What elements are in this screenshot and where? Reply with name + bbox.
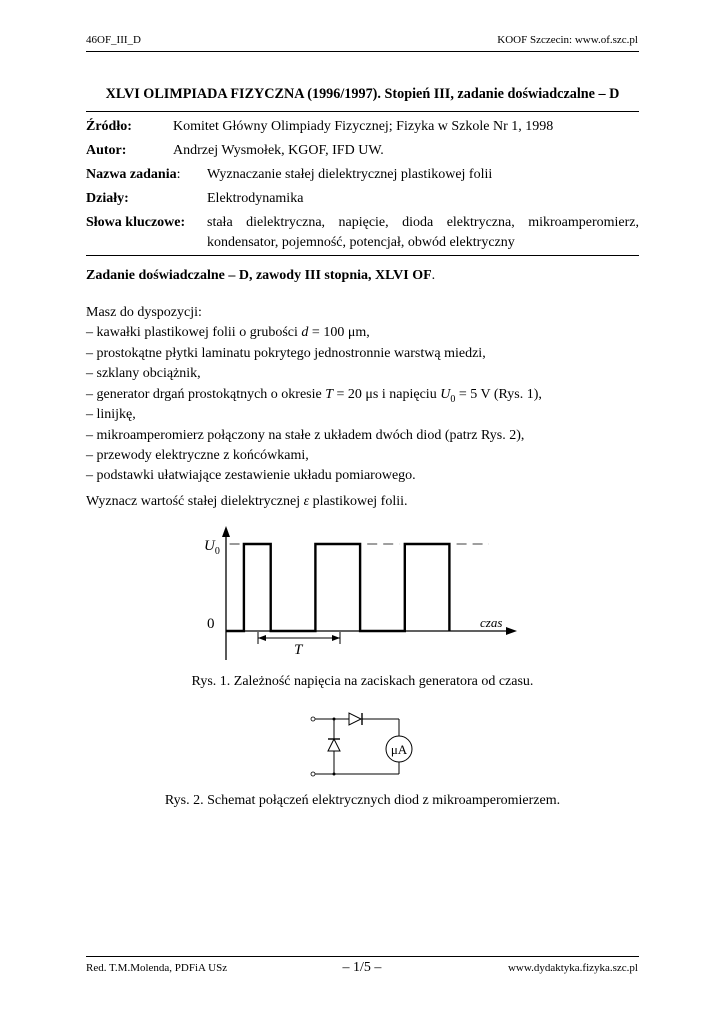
meta-keywords-value: stała dielektryczna, napięcie, dioda elektryczna, mikroamperomierz, kondensator, pojemność, potencjał, obwód elektryczny [207,215,639,250]
square-wave-chart [190,525,530,665]
title-rule [86,111,639,112]
list-item: – mikroamperomierz połączony na stałe z układem dwóch diod (patrz Rys. 2), [86,428,525,443]
terminal-bottom [311,772,315,776]
meta-keywords-label: Słowa kluczowe: [86,215,186,230]
meta-source-value: Komitet Główny Olimpiady Fizycznej; Fizyka w Szkole Nr 1, 1998 [173,119,554,134]
meta-task-name-label: Nazwa zadania: [86,167,181,182]
header-rule [86,51,639,52]
meta-sections-value: Elektrodynamika [207,191,304,206]
diode-circuit-diagram [305,705,420,785]
figure1-caption: Rys. 1. Zależność napięcia na zaciskach generatora od czasu. [191,674,534,689]
task-intro: Masz do dyspozycji: [86,305,202,320]
list-item: – kawałki plastikowej folii o grubości d = 100 μm, [86,325,370,340]
list-item: – podstawki ułatwiające zestawienie układu pomiarowego. [86,468,416,483]
meta-author-label: Autor: [86,143,127,158]
zero-label: 0 [207,616,215,632]
task-question: Wyznacz wartość stałej dielektrycznej ε plastikowej folii. [86,494,408,509]
y-axis-arrow [222,526,230,537]
meta-author-value: Andrzej Wysmołek, KGOF, IFD UW. [173,143,384,158]
microammeter-label: μA [390,742,408,757]
page-number: – 1/5 – [342,960,382,975]
header-right: KOOF Szczecin: www.of.szc.pl [497,34,638,46]
junction-dot [333,718,336,721]
terminal-top [311,717,315,721]
list-item: – szklany obciążnik, [86,366,201,381]
diode-vertical-icon [328,739,340,751]
list-item: – linijkę, [86,407,136,422]
footer-rule [86,956,639,957]
meta-task-name-value: Wyznaczanie stałej dielektrycznej plastikowej folii [207,167,493,182]
list-item: – prostokątne płytki laminatu pokrytego jednostronnie warstwą miedzi, [86,346,486,361]
meta-sections-label: Działy: [86,191,129,206]
period-arrow-left [258,635,266,641]
list-item: – generator drgań prostokątnych o okresie T = 20 μs i napięciu $U_0 = 5$ V (Rys. 1), [86,387,542,405]
footer-left: Red. T.M.Molenda, PDFiA USz [86,962,228,974]
x-axis-label: czas [480,615,503,630]
period-label: T [294,642,303,658]
diode-top-icon [349,713,361,725]
x-axis-arrow [506,627,517,635]
y-axis-label: $U_0$ [204,538,220,557]
junction-dot [333,773,336,776]
header-left: 46OF_III_D [86,34,141,46]
figure2-caption: Rys. 2. Schemat połączeń elektrycznych diod z mikroamperomierzem. [164,793,561,808]
list-item: – przewody elektryczne z końcówkami, [86,448,309,463]
period-arrow-right [332,635,340,641]
task-heading: Zadanie doświadczalne – D, zawody III stopnia, XLVI OF. [86,268,436,283]
series-line [226,544,449,631]
page-title: XLVI OLIMPIADA FIZYCZNA (1996/1997). Stopień III, zadanie doświadczalne – D [105,86,620,102]
meta-source-label: Źródło: [86,119,132,134]
meta-rule [86,255,639,256]
footer-right: www.dydaktyka.fizyka.szc.pl [507,962,638,974]
